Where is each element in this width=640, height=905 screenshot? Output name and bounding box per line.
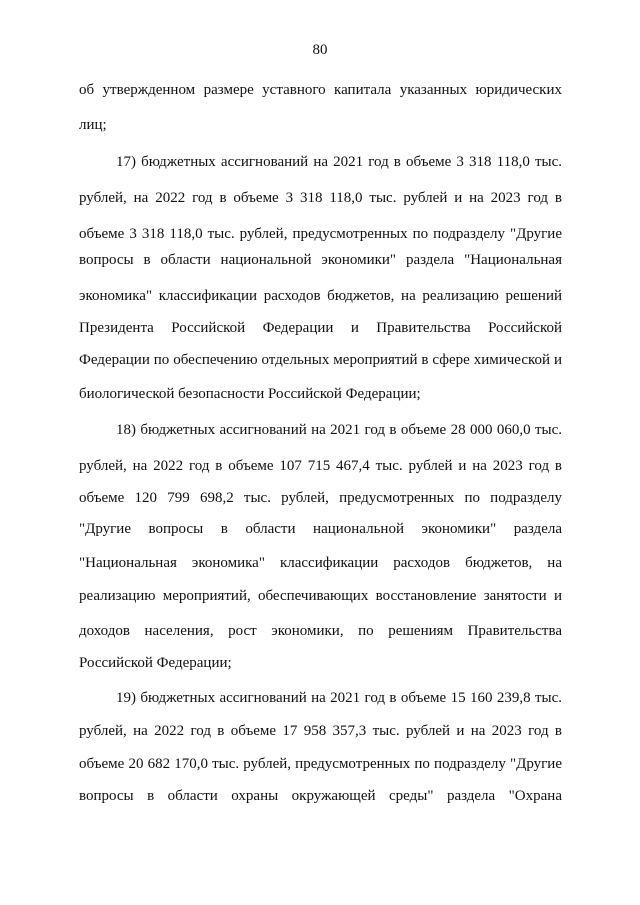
text-line: объеме 120 799 698,2 тыс. рублей, предусмотренных по подразделу (79, 490, 562, 506)
text-line: объеме 20 682 170,0 тыс. рублей, предусмотренных по подразделу "Другие (79, 756, 562, 772)
text-line: Российской Федерации; (79, 655, 232, 671)
text-line: биологической безопасности Российской Федерации; (79, 386, 421, 402)
text-line: 18) бюджетных ассигнований на 2021 год в объеме 28 000 060,0 тыс. (116, 422, 562, 438)
page-number: 80 (312, 42, 328, 58)
text-line: рублей, на 2022 год в объеме 17 958 357,3 тыс. рублей и на 2023 год в (79, 723, 562, 739)
text-line: доходов населения, рост экономики, по решениям Правительства (79, 623, 562, 639)
text-line: объеме 3 318 118,0 тыс. рублей, предусмотренных по подразделу "Другие (79, 226, 562, 242)
text-line: рублей, на 2022 год в объеме 107 715 467,4 тыс. рублей и на 2023 год в (79, 458, 562, 474)
text-line: Президента Российской Федерации и Правительства Российской (79, 320, 562, 336)
text-line: вопросы в области национальной экономики" раздела "Национальная (79, 252, 562, 268)
text-line: об утвержденном размере уставного капитала указанных юридических (79, 82, 562, 98)
text-line: рублей, на 2022 год в объеме 3 318 118,0 тыс. рублей и на 2023 год в (79, 190, 562, 206)
text-line: 19) бюджетных ассигнований на 2021 год в объеме 15 160 239,8 тыс. (116, 690, 562, 706)
text-line: реализацию мероприятий, обеспечивающих восстановление занятости и (79, 588, 562, 604)
text-line: лиц; (79, 117, 107, 133)
text-line: экономика" классификации расходов бюджетов, на реализацию решений (79, 288, 562, 304)
text-line: "Национальная экономика" классификации расходов бюджетов, на (79, 555, 562, 571)
text-line: 17) бюджетных ассигнований на 2021 год в объеме 3 318 118,0 тыс. (116, 154, 562, 170)
text-line: вопросы в области охраны окружающей среды" раздела "Охрана (79, 788, 562, 804)
text-line: "Другие вопросы в области национальной экономики" раздела (79, 521, 562, 537)
text-line: Федерации по обеспечению отдельных мероприятий в сфере химической и (79, 352, 562, 368)
